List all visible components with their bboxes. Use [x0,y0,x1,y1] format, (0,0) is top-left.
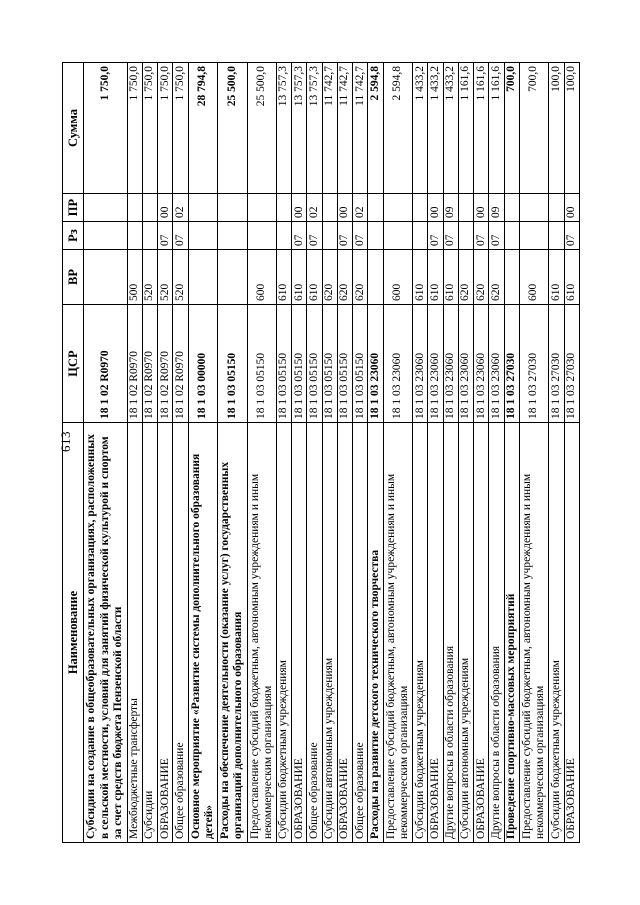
cell-sum: 2 594,8 [368,63,383,194]
cell-csr: 18 1 03 00000 [188,305,217,423]
cell-rz: 07 [337,222,352,250]
cell-pr [218,194,247,222]
cell-pr: 02 [173,194,188,222]
cell-vr: 600 [383,250,412,305]
cell-csr: 18 1 03 05150 [218,305,247,423]
cell-pr: 00 [292,194,307,222]
cell-csr: 18 1 03 05150 [307,305,322,423]
header-name: Наименование [63,423,84,843]
cell-csr: 18 1 03 27030 [549,305,564,423]
cell-sum: 1 750,0 [142,63,157,194]
cell-name: Другие вопросы в области образования [489,423,504,843]
table-row [158,63,173,843]
cell-rz [504,222,519,250]
cell-pr: 09 [443,194,458,222]
header-csr: ЦСР [63,305,84,423]
cell-pr [142,194,157,222]
cell-name: ОБРАЗОВАНИЕ [337,423,352,843]
table-row [218,63,247,843]
cell-sum: 700,0 [519,63,548,194]
table-row [292,63,307,843]
cell-rz: 07 [353,222,368,250]
cell-csr: 18 1 03 23060 [443,305,458,423]
cell-name: ОБРАЗОВАНИЕ [474,423,489,843]
cell-name: Субсидии [142,423,157,843]
table-row [188,63,217,843]
table-row [368,63,383,843]
cell-rz [142,222,157,250]
cell-vr: 500 [127,250,142,305]
header-rz: Рз [63,222,84,250]
cell-sum: 100,0 [549,63,564,194]
cell-sum: 1 161,6 [458,63,473,194]
table-row [489,63,504,843]
cell-csr: 18 1 02 R0970 [142,305,157,423]
cell-sum: 13 757,3 [276,63,291,194]
cell-rz [383,222,412,250]
cell-name: Проведение спортивно-массовых мероприятий [504,423,519,843]
cell-name: Расходы на обеспечение деятельности (оказание услуг) государственных организаций дополнительного образования [218,423,247,843]
cell-name: Общее образование [353,423,368,843]
cell-csr: 18 1 03 27030 [504,305,519,423]
cell-pr [84,194,128,222]
cell-sum: 1 433,2 [443,63,458,194]
cell-rz [368,222,383,250]
cell-csr: 18 1 03 23060 [413,305,428,423]
cell-name: Другие вопросы в области образования [443,423,458,843]
cell-sum: 13 757,3 [292,63,307,194]
cell-rz: 07 [474,222,489,250]
cell-rz [188,222,217,250]
cell-pr: 02 [307,194,322,222]
cell-sum: 25 500,0 [218,63,247,194]
cell-rz: 07 [158,222,173,250]
cell-name: Общее образование [307,423,322,843]
cell-rz: 07 [489,222,504,250]
cell-csr: 18 1 02 R0970 [84,305,128,423]
cell-rz [218,222,247,250]
cell-vr: 610 [307,250,322,305]
cell-csr: 18 1 03 23060 [368,305,383,423]
table-row [322,63,337,843]
cell-csr: 18 1 02 R0970 [173,305,188,423]
cell-rz: 07 [292,222,307,250]
cell-csr: 18 1 03 23060 [383,305,412,423]
cell-csr: 18 1 03 23060 [458,305,473,423]
cell-rz [458,222,473,250]
cell-vr [368,250,383,305]
header-pr: ПР [63,194,84,222]
cell-pr [504,194,519,222]
cell-pr: 00 [428,194,443,222]
cell-name: Общее образование [173,423,188,843]
cell-pr [458,194,473,222]
cell-vr: 610 [564,250,579,305]
cell-sum: 1 750,0 [127,63,142,194]
cell-pr [519,194,548,222]
table-row [519,63,548,843]
cell-pr [247,194,276,222]
cell-name: ОБРАЗОВАНИЕ [292,423,307,843]
page-number: 613 [58,431,73,452]
cell-rz: 07 [428,222,443,250]
cell-name: Субсидии на создание в общеобразовательных организациях, расположенных в сельской местности, условий для занятий физической культурой и спортом за счет средств бюджета Пензенской области [84,423,128,843]
cell-rz [247,222,276,250]
cell-rz [519,222,548,250]
cell-vr [504,250,519,305]
cell-sum: 25 500,0 [247,63,276,194]
cell-name: Субсидии бюджетным учреждениям [549,423,564,843]
cell-sum: 1 750,0 [84,63,128,194]
cell-vr: 610 [428,250,443,305]
cell-vr: 620 [322,250,337,305]
table-row [337,63,352,843]
header-sum: Сумма [63,63,84,194]
cell-csr: 18 1 03 05150 [292,305,307,423]
cell-rz [413,222,428,250]
table-row [564,63,579,843]
cell-csr: 18 1 03 05150 [337,305,352,423]
cell-pr: 00 [337,194,352,222]
cell-name: Расходы на развитие детского технического творчества [368,423,383,843]
cell-name: ОБРАЗОВАНИЕ [428,423,443,843]
cell-pr [276,194,291,222]
cell-rz [322,222,337,250]
cell-sum: 2 594,8 [383,63,412,194]
cell-vr [218,250,247,305]
cell-rz [549,222,564,250]
cell-pr [188,194,217,222]
table-row [247,63,276,843]
table-row [353,63,368,843]
cell-pr [127,194,142,222]
cell-name: Межбюджетные трансферты [127,423,142,843]
cell-vr: 520 [173,250,188,305]
cell-csr: 18 1 03 05150 [247,305,276,423]
cell-sum: 1 750,0 [158,63,173,194]
cell-sum: 1 161,6 [474,63,489,194]
cell-pr [322,194,337,222]
cell-pr [383,194,412,222]
cell-vr: 620 [458,250,473,305]
cell-sum: 1 750,0 [173,63,188,194]
rotated-page-content [62,63,580,843]
cell-rz [276,222,291,250]
cell-vr: 620 [353,250,368,305]
cell-sum: 700,0 [504,63,519,194]
cell-rz: 07 [564,222,579,250]
table-row [84,63,128,843]
cell-name: Предоставление субсидий бюджетным, автономным учреждениям и иным некоммерческим организациям [519,423,548,843]
cell-vr: 610 [549,250,564,305]
table-row [474,63,489,843]
cell-name: ОБРАЗОВАНИЕ [158,423,173,843]
cell-vr: 520 [142,250,157,305]
cell-vr: 620 [489,250,504,305]
cell-name: Субсидии бюджетным учреждениям [413,423,428,843]
cell-name: Субсидии автономным учреждениям [458,423,473,843]
cell-name: Субсидии бюджетным учреждениям [276,423,291,843]
table-row [549,63,564,843]
cell-pr: 00 [564,194,579,222]
cell-sum: 13 757,3 [307,63,322,194]
cell-csr: 18 1 02 R0970 [127,305,142,423]
cell-pr [549,194,564,222]
cell-pr: 02 [353,194,368,222]
cell-csr: 18 1 03 23060 [428,305,443,423]
cell-pr [413,194,428,222]
cell-pr: 00 [158,194,173,222]
cell-pr [368,194,383,222]
table-row [428,63,443,843]
cell-sum: 11 742,7 [337,63,352,194]
header-vr: ВР [63,250,84,305]
cell-sum: 1 161,6 [489,63,504,194]
cell-rz [127,222,142,250]
cell-vr: 600 [519,250,548,305]
cell-csr: 18 1 03 05150 [322,305,337,423]
cell-vr: 520 [158,250,173,305]
table-row [383,63,412,843]
cell-rz: 07 [307,222,322,250]
cell-rz: 07 [173,222,188,250]
cell-sum: 11 742,7 [353,63,368,194]
cell-csr: 18 1 03 05150 [353,305,368,423]
cell-pr: 09 [489,194,504,222]
cell-csr: 18 1 03 27030 [564,305,579,423]
cell-vr: 610 [443,250,458,305]
cell-vr [188,250,217,305]
table-row [276,63,291,843]
cell-sum: 11 742,7 [322,63,337,194]
table-row [443,63,458,843]
cell-vr: 600 [247,250,276,305]
cell-vr [84,250,128,305]
cell-sum: 1 433,2 [413,63,428,194]
cell-name: ОБРАЗОВАНИЕ [564,423,579,843]
cell-sum: 28 794,8 [188,63,217,194]
table-row [307,63,322,843]
cell-vr: 620 [474,250,489,305]
cell-csr: 18 1 03 05150 [276,305,291,423]
cell-vr: 610 [292,250,307,305]
table-row [173,63,188,843]
table-row [413,63,428,843]
table-row [127,63,142,843]
cell-rz [84,222,128,250]
cell-rz: 07 [443,222,458,250]
table-row [458,63,473,843]
table-header-row [63,63,84,843]
cell-vr: 620 [337,250,352,305]
cell-name: Предоставление субсидий бюджетным, автономным учреждениям и иным некоммерческим организациям [247,423,276,843]
table-body [84,63,580,843]
cell-sum: 100,0 [564,63,579,194]
table-row [504,63,519,843]
cell-csr: 18 1 02 R0970 [158,305,173,423]
cell-vr: 610 [413,250,428,305]
table-row [142,63,157,843]
budget-table [62,62,580,843]
cell-name: Предоставление субсидий бюджетным, автономным учреждениям и иным некоммерческим организациям [383,423,412,843]
cell-pr: 00 [474,194,489,222]
cell-sum: 1 433,2 [428,63,443,194]
cell-csr: 18 1 03 23060 [489,305,504,423]
cell-name: Субсидии автономным учреждениям [322,423,337,843]
cell-vr: 610 [276,250,291,305]
cell-csr: 18 1 03 27030 [519,305,548,423]
cell-csr: 18 1 03 23060 [474,305,489,423]
cell-name: Основное мероприятие «Развитие системы дополнительного образования детей» [188,423,217,843]
